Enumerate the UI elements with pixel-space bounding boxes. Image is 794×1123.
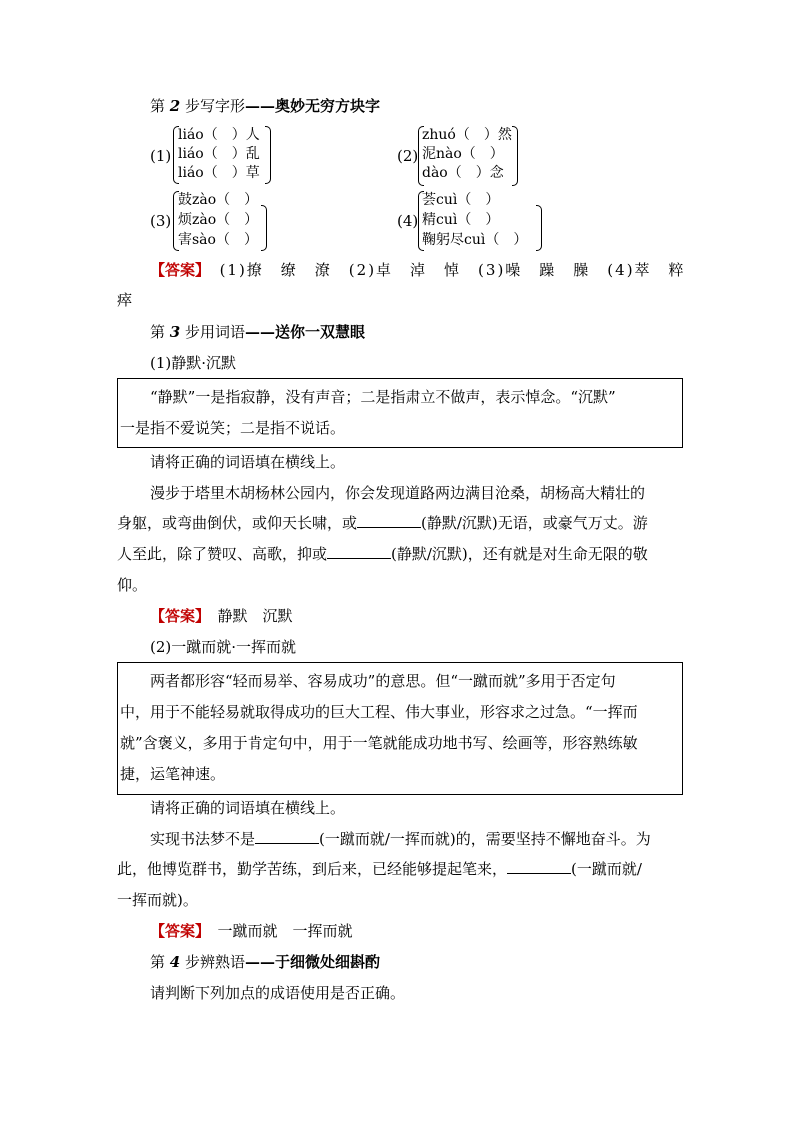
sub2-para-line1b: (一蹴而就/一挥而就)的，需要坚持不懈地奋斗。为 bbox=[319, 830, 651, 848]
sub2-box-line4: 捷，运笔神速。 bbox=[120, 765, 226, 783]
q3-row-2: 烦zào（ ） bbox=[178, 212, 259, 228]
sub2-box-line2: 中，用于不能轻易就取得成功的巨大工程、伟大事业，形容求之过急。“一挥而 bbox=[120, 703, 638, 721]
q2-label: (2) bbox=[397, 147, 419, 165]
step2-heading bbox=[150, 96, 380, 116]
sub2-para-line2a: 此，他博览群书，勤学苦练，到后来，已经能够提起笔来， bbox=[117, 860, 508, 878]
sub1-para-line2 bbox=[117, 513, 648, 533]
sub1-para-line4: 仰。 bbox=[117, 576, 148, 594]
sub1-answer bbox=[150, 606, 293, 626]
fill-blank-2[interactable] bbox=[327, 544, 391, 559]
q1-label: (1) bbox=[150, 147, 172, 165]
answer-tag: 【答案】 bbox=[150, 261, 211, 279]
fill-blank-3[interactable] bbox=[255, 829, 319, 844]
sub1-instruction: 请将正确的词语填在横线上。 bbox=[150, 453, 346, 471]
sub1-para-line2b: (静默/沉默)无语，或豪气万丈。游 bbox=[421, 514, 648, 532]
sub1-title: (1)静默·沉默 bbox=[150, 354, 237, 372]
sub1-answer-text: 静默 沉默 bbox=[202, 607, 293, 625]
q1-row-2: liáo（ ）乱 bbox=[178, 146, 260, 162]
step2-title: ——奥妙无穷方块字 bbox=[245, 97, 381, 115]
step2-number: 2 bbox=[169, 97, 181, 115]
q2-right-brace bbox=[512, 126, 518, 186]
sub2-para-line2 bbox=[117, 859, 642, 879]
answer2-line1 bbox=[150, 260, 686, 280]
sub2-box-line3: 就”含褒义，多用于肯定句中，用于一笔就能成功地书写、绘画等，形容熟练敏 bbox=[120, 734, 638, 752]
sub2-answer bbox=[150, 921, 353, 941]
q4-row-2: 精cuì（ ） bbox=[422, 212, 500, 228]
sub2-definition-box bbox=[117, 662, 683, 795]
q2-row-2: 泥nào（ ） bbox=[422, 146, 504, 162]
sub2-box-line1: 两者都形容“轻而易举、容易成功”的意思。但“一蹴而就”多用于否定句 bbox=[150, 672, 616, 690]
q4-right-brace bbox=[536, 205, 542, 251]
answer-tag: 【答案】 bbox=[150, 607, 203, 625]
sub2-para-line1a: 实现书法梦不是 bbox=[150, 830, 256, 848]
sub1-box-line1: “静默”一是指寂静，没有声音；二是指肃立不做声，表示悼念。“沉默” bbox=[150, 388, 616, 406]
sub2-para-line3: 一挥而就)。 bbox=[117, 891, 198, 909]
q4-label: (4) bbox=[397, 212, 419, 230]
step3-title: ——送你一双慧眼 bbox=[245, 323, 366, 341]
sub2-instruction: 请将正确的词语填在横线上。 bbox=[150, 799, 346, 817]
q1-row-1: liáo（ ）人 bbox=[178, 127, 260, 143]
q4-row-3: 鞠躬尽cuì（ ） bbox=[422, 232, 528, 248]
answer2-line2: 瘁 bbox=[117, 291, 133, 309]
q1-right-brace bbox=[265, 126, 271, 184]
sub2-para-line1 bbox=[150, 829, 651, 849]
step3-suffix: 步用词语 bbox=[180, 323, 245, 341]
sub1-para-line3a: 人至此，除了赞叹、高歌，抑或 bbox=[117, 545, 328, 563]
step3-heading bbox=[150, 322, 365, 342]
q3-row-3: 害sào（ ） bbox=[178, 232, 258, 248]
step4-number: 4 bbox=[169, 953, 181, 971]
step2-suffix: 步写字形 bbox=[180, 97, 245, 115]
sub1-definition-box bbox=[117, 378, 683, 448]
q3-right-brace bbox=[261, 205, 267, 251]
step3-number: 3 bbox=[169, 323, 181, 341]
sub1-para-line3 bbox=[117, 544, 648, 564]
q3-label: (3) bbox=[150, 212, 172, 230]
fill-blank-4[interactable] bbox=[507, 859, 571, 874]
sub1-para-line3b: (静默/沉默)，还有就是对生命无限的敬 bbox=[391, 545, 648, 563]
step4-title: ——于细微处细斟酌 bbox=[245, 953, 381, 971]
step4-prefix: 第 bbox=[150, 953, 170, 971]
step4-instruction: 请判断下列加点的成语使用是否正确。 bbox=[150, 984, 406, 1002]
step4-heading bbox=[150, 952, 380, 972]
q2-row-3: dào（ ）念 bbox=[422, 165, 504, 181]
step4-suffix: 步辨熟语 bbox=[180, 953, 245, 971]
answer2-text: (1)撩 缭 潦 (2)卓 淖 悼 (3)噪 躁 臊 (4)萃 粹 bbox=[219, 261, 686, 279]
step3-prefix: 第 bbox=[150, 323, 170, 341]
sub2-title: (2)一蹴而就·一挥而就 bbox=[150, 638, 297, 656]
q3-row-1: 鼓zào（ ） bbox=[178, 192, 259, 208]
sub1-box-line2: 一是指不爱说笑；二是指不说话。 bbox=[120, 419, 346, 437]
sub2-para-line2b: (一蹴而就/ bbox=[571, 860, 642, 878]
sub1-para-line1: 漫步于塔里木胡杨林公园内，你会发现道路两边满目沧桑，胡杨高大精壮的 bbox=[150, 484, 646, 502]
sub2-answer-text: 一蹴而就 一挥而就 bbox=[202, 922, 353, 940]
fill-blank-1[interactable] bbox=[357, 513, 421, 528]
q4-row-1: 荟cuì（ ） bbox=[422, 192, 500, 208]
q1-row-3: liáo（ ）草 bbox=[178, 165, 260, 181]
answer-tag: 【答案】 bbox=[150, 922, 203, 940]
q2-row-1: zhuó（ ）然 bbox=[422, 127, 512, 143]
sub1-para-line2a: 身躯，或弯曲倒伏，或仰天长啸，或 bbox=[117, 514, 358, 532]
step2-prefix: 第 bbox=[150, 97, 170, 115]
